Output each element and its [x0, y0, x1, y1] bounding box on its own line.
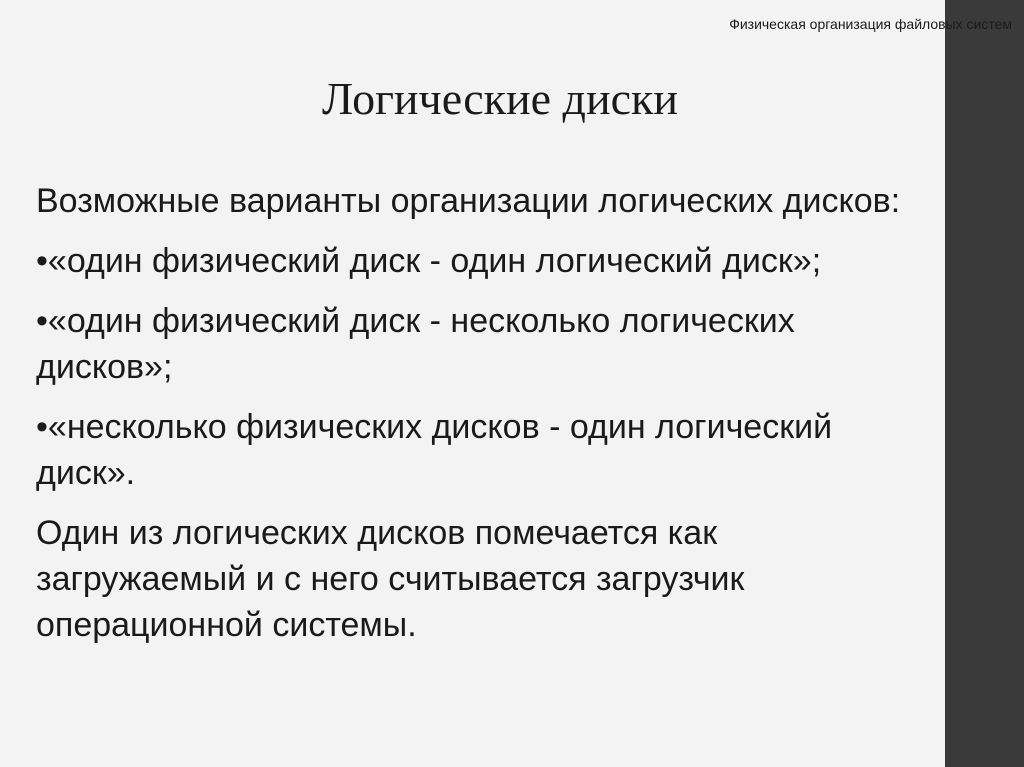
- slide-content: [36, 178, 936, 648]
- slide-header: Физическая организация файловых систем: [729, 16, 1012, 32]
- bullet-item: •«несколько физических дисков - один логический диск».: [36, 408, 833, 492]
- slide-title: Логические диски: [322, 73, 678, 124]
- closing-paragraph: Один из логических дисков помечается как загружаемый и с него считывается загрузчик операционной системы.: [36, 514, 745, 644]
- intro-paragraph: Возможные варианты организации логических дисков:: [36, 182, 901, 220]
- bullet-item: •«один физический диск - несколько логических дисков»;: [36, 302, 795, 386]
- bullet-item: •«один физический диск - один логический диск»;: [36, 242, 822, 280]
